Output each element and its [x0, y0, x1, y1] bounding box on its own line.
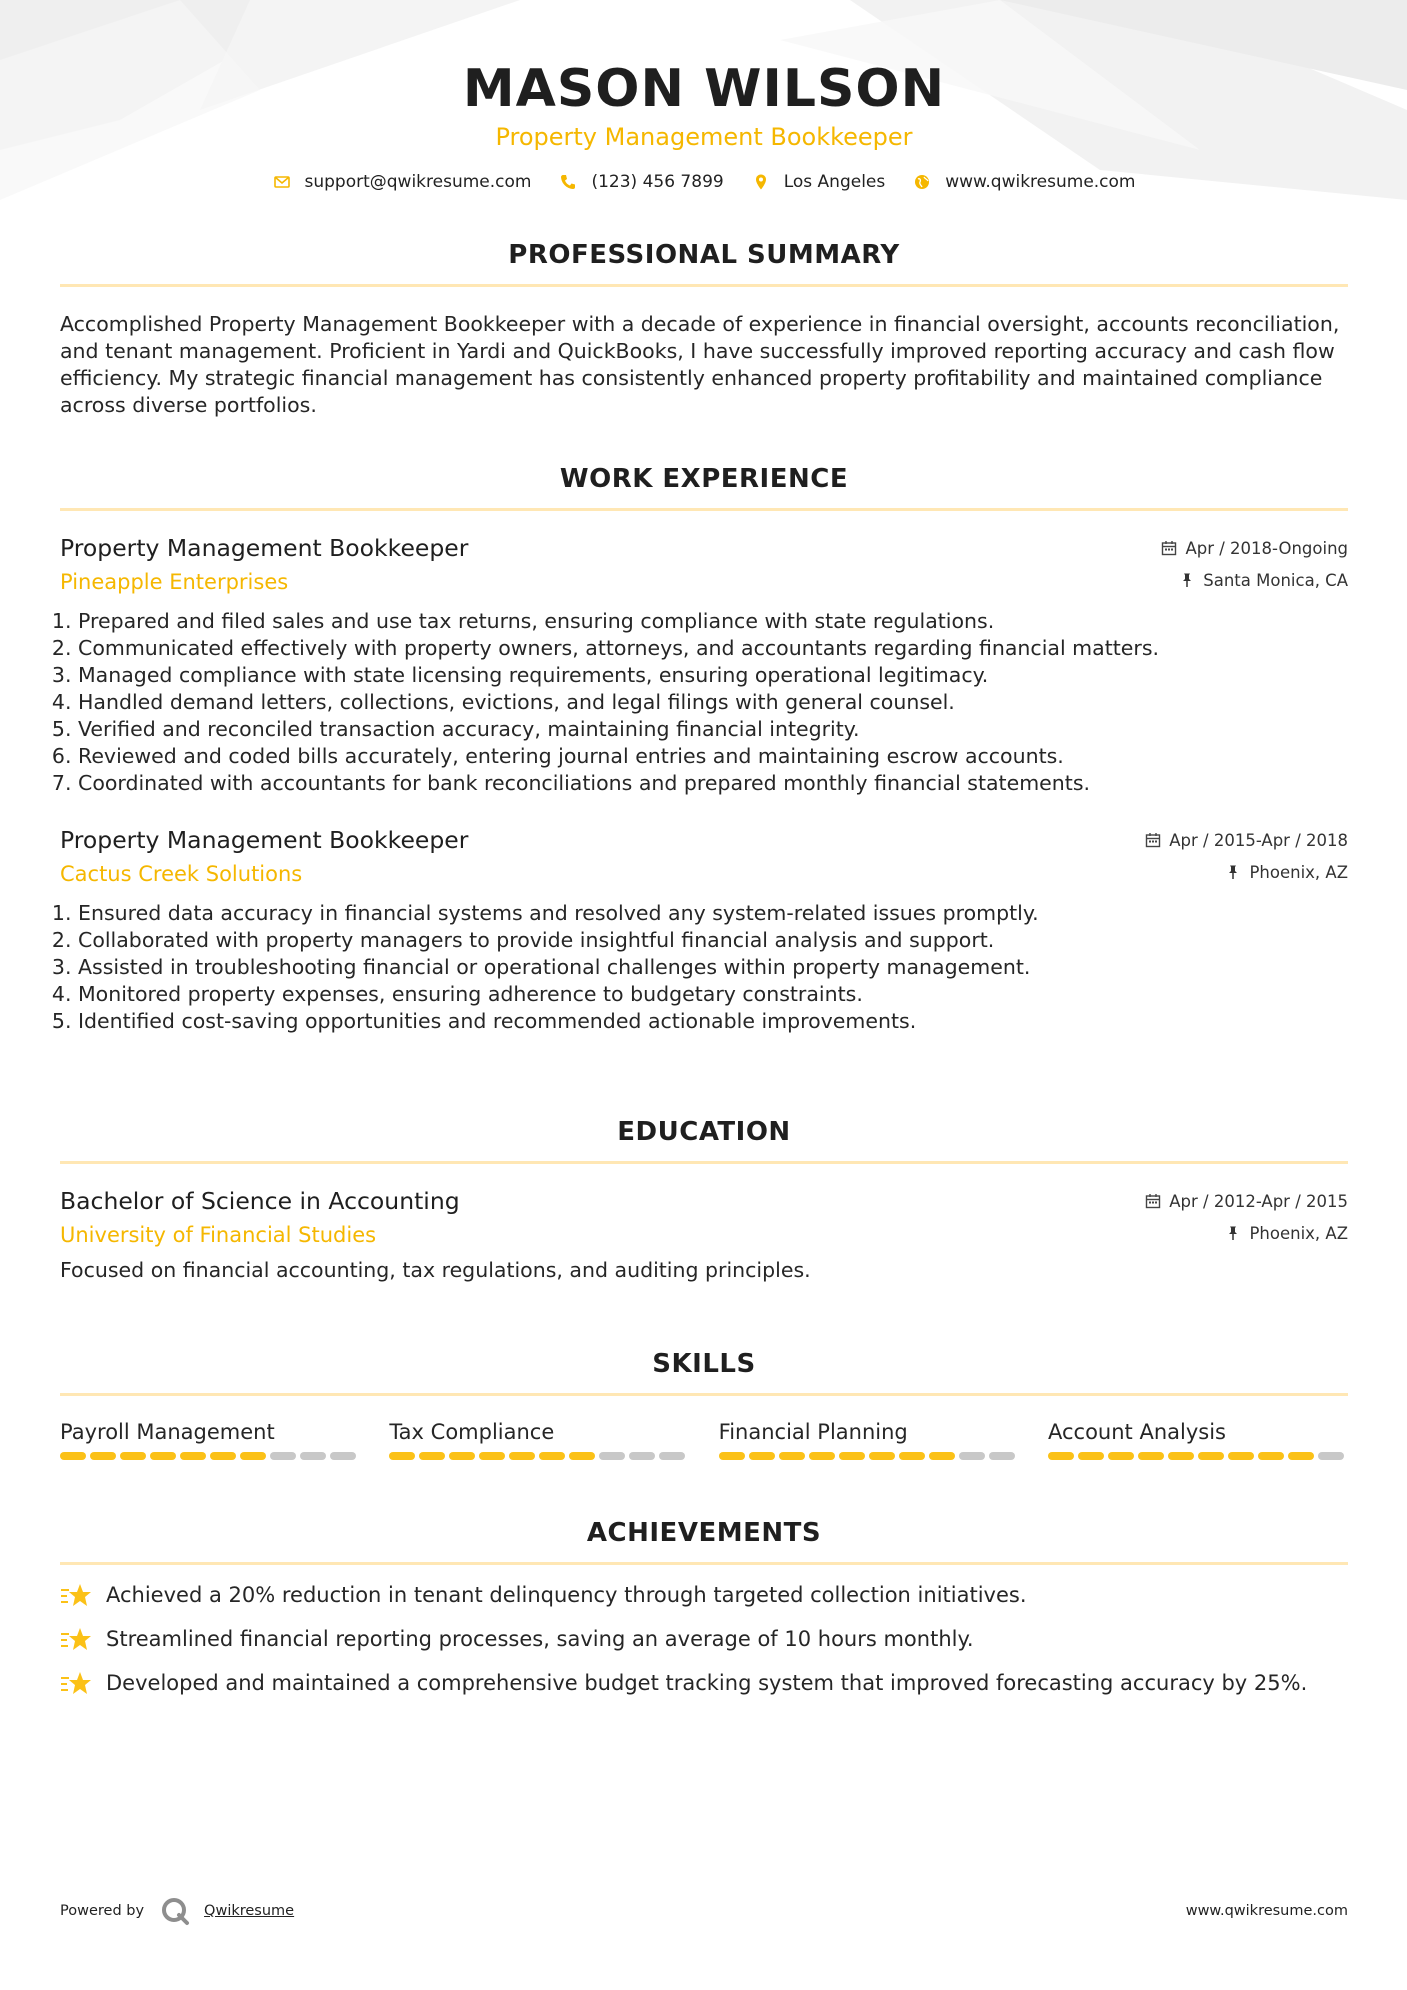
list-item: 7. Coordinated with accountants for bank reconciliations and prepared monthly financial statements.	[78, 770, 1348, 797]
candidate-role: Property Management Bookkeeper	[495, 123, 913, 151]
list-item: 3. Managed compliance with state licensing requirements, ensuring operational legitimacy.	[78, 662, 1348, 689]
resume-header	[60, 0, 1348, 192]
skill-dot-empty	[959, 1452, 985, 1460]
calendar-icon	[1145, 832, 1161, 848]
calendar-icon	[1145, 1193, 1161, 1209]
list-item: 3. Assisted in troubleshooting financial or operational challenges within property management.	[78, 954, 1348, 981]
contact-phone[interactable]	[559, 172, 723, 192]
skill-dot-empty	[989, 1452, 1015, 1460]
skill-dot-filled	[839, 1452, 865, 1460]
skill-dot-filled	[869, 1452, 895, 1460]
skill-item	[719, 1418, 1019, 1460]
section-divider	[60, 508, 1348, 511]
skill-dot-filled	[419, 1452, 445, 1460]
skill-name: Account Analysis	[1047, 1420, 1226, 1444]
skill-dot-filled	[210, 1452, 236, 1460]
star-icon	[60, 1625, 92, 1653]
skills-heading: SKILLS	[652, 1349, 756, 1379]
skill-dot-filled	[809, 1452, 835, 1460]
summary-text: Accomplished Property Management Bookkeeper with a decade of experience in financial oversight, accounts reconciliation, and tenant management. Proficient in Yardi and QuickBooks, I have successfully improved reporting accuracy and cash flow efficiency. My strategic financial management has consistently enhanced property profitability and maintained compliance across diverse portfolios.	[60, 312, 1340, 417]
map-pin-icon	[752, 173, 770, 191]
experience-heading: WORK EXPERIENCE	[559, 464, 849, 494]
section-divider	[60, 1562, 1348, 1565]
pushpin-icon	[1225, 864, 1241, 880]
achievement-text: Streamlined financial reporting processes, saving an average of 10 hours monthly.	[106, 1627, 974, 1651]
skill-dot-filled	[1078, 1452, 1104, 1460]
list-item: 4. Monitored property expenses, ensuring adherence to budgetary constraints.	[78, 981, 1348, 1008]
degree-title: Bachelor of Science in Accounting	[60, 1187, 460, 1215]
envelope-icon	[273, 173, 291, 191]
contact-phone-text: (123) 456 7899	[591, 172, 724, 192]
section-divider	[60, 1161, 1348, 1164]
list-item: 2. Communicated effectively with property owners, attorneys, and accountants regarding financial matters.	[78, 635, 1348, 662]
skill-dot-filled	[479, 1452, 505, 1460]
skill-dot-filled	[1048, 1452, 1074, 1460]
skill-name: Tax Compliance	[389, 1420, 555, 1444]
education-heading: EDUCATION	[617, 1117, 791, 1147]
job-company: Cactus Creek Solutions	[60, 862, 303, 886]
resume-page	[60, 0, 1348, 1695]
achievement-text: Achieved a 20% reduction in tenant delinquency through targeted collection initiatives.	[106, 1583, 1027, 1607]
job-entry	[60, 533, 1348, 797]
job-dates: Apr / 2015-Apr / 2018	[1169, 830, 1348, 850]
skill-name: Payroll Management	[60, 1420, 275, 1444]
phone-icon	[559, 173, 577, 191]
contact-website-text: www.qwikresume.com	[945, 172, 1136, 192]
summary-heading: PROFESSIONAL SUMMARY	[508, 240, 900, 270]
skill-dot-filled	[1168, 1452, 1194, 1460]
school-name: University of Financial Studies	[60, 1223, 377, 1247]
job-location: Santa Monica, CA	[1203, 570, 1348, 590]
skill-dot-empty	[300, 1452, 326, 1460]
skill-dot-filled	[389, 1452, 415, 1460]
list-item: 1. Prepared and filed sales and use tax returns, ensuring compliance with state regulations.	[78, 608, 1348, 635]
skill-dot-filled	[1288, 1452, 1314, 1460]
skill-dot-filled	[779, 1452, 805, 1460]
skill-dot-empty	[1318, 1452, 1344, 1460]
skill-dot-filled	[929, 1452, 955, 1460]
skill-dot-filled	[569, 1452, 595, 1460]
job-title: Property Management Bookkeeper	[60, 534, 469, 562]
skill-dot-filled	[719, 1452, 745, 1460]
contact-email-text: support@qwikresume.com	[304, 172, 532, 192]
duty-list	[60, 608, 1348, 797]
contact-location	[752, 172, 886, 192]
job-dates: Apr / 2018-Ongoing	[1185, 538, 1348, 558]
list-item: 1. Ensured data accuracy in financial systems and resolved any system-related issues promptly.	[78, 900, 1348, 927]
star-icon	[60, 1669, 92, 1697]
skill-dot-empty	[629, 1452, 655, 1460]
brand-link[interactable]: Qwikresume	[204, 1903, 295, 1919]
skill-item	[389, 1418, 689, 1460]
skill-dot-filled	[1258, 1452, 1284, 1460]
job-entry	[60, 825, 1348, 1035]
skill-dot-filled	[60, 1452, 86, 1460]
skill-dot-filled	[1228, 1452, 1254, 1460]
skill-dot-empty	[270, 1452, 296, 1460]
skill-dot-empty	[330, 1452, 356, 1460]
skill-dot-filled	[449, 1452, 475, 1460]
contact-email[interactable]	[273, 172, 532, 192]
candidate-name: MASON WILSON	[462, 59, 946, 119]
job-location: Phoenix, AZ	[1249, 862, 1348, 882]
globe-icon	[913, 173, 931, 191]
achievements-section	[60, 1518, 1348, 1697]
education-description: Focused on financial accounting, tax regulations, and auditing principles.	[60, 1258, 811, 1282]
skill-item	[60, 1418, 360, 1460]
skill-dot-filled	[899, 1452, 925, 1460]
skill-dot-filled	[180, 1452, 206, 1460]
qwikresume-logo-icon	[160, 1896, 190, 1926]
skill-dot-filled	[120, 1452, 146, 1460]
list-item: 5. Verified and reconciled transaction accuracy, maintaining financial integrity.	[78, 716, 1348, 743]
experience-section	[60, 464, 1348, 1035]
pushpin-icon	[1225, 1225, 1241, 1241]
section-divider	[60, 284, 1348, 287]
job-title: Property Management Bookkeeper	[60, 826, 469, 854]
star-icon	[60, 1581, 92, 1609]
achievement-item	[60, 1581, 1348, 1609]
skill-level-bar	[389, 1452, 689, 1460]
skill-name: Financial Planning	[718, 1420, 908, 1444]
skill-dot-filled	[150, 1452, 176, 1460]
achievement-item	[60, 1625, 1348, 1653]
powered-by-label: Powered by	[60, 1903, 145, 1919]
skill-dot-filled	[509, 1452, 535, 1460]
calendar-icon	[1161, 540, 1177, 556]
skill-dot-filled	[240, 1452, 266, 1460]
education-location: Phoenix, AZ	[1249, 1223, 1348, 1243]
contact-location-text: Los Angeles	[783, 172, 886, 192]
achievements-heading: ACHIEVEMENTS	[586, 1518, 822, 1548]
skill-dot-empty	[599, 1452, 625, 1460]
achievement-text: Developed and maintained a comprehensive budget tracking system that improved forecasting accuracy by 25%.	[106, 1671, 1308, 1695]
skill-dot-empty	[659, 1452, 685, 1460]
skill-dot-filled	[539, 1452, 565, 1460]
section-divider	[60, 1393, 1348, 1396]
list-item: 2. Collaborated with property managers to provide insightful financial analysis and support.	[78, 927, 1348, 954]
achievement-item	[60, 1669, 1348, 1697]
skills-row	[60, 1418, 1348, 1460]
education-dates: Apr / 2012-Apr / 2015	[1169, 1191, 1348, 1211]
skill-dot-filled	[90, 1452, 116, 1460]
skill-dot-filled	[749, 1452, 775, 1460]
footer-website-link[interactable]: www.qwikresume.com	[1185, 1903, 1348, 1919]
pushpin-icon	[1179, 572, 1195, 588]
skill-level-bar	[60, 1452, 360, 1460]
education-section	[60, 1117, 1348, 1284]
page-footer	[60, 1896, 1348, 1926]
list-item: 5. Identified cost-saving opportunities and recommended actionable improvements.	[78, 1008, 1348, 1035]
skills-section	[60, 1349, 1348, 1460]
list-item: 6. Reviewed and coded bills accurately, entering journal entries and maintaining escrow accounts.	[78, 743, 1348, 770]
contact-website[interactable]	[913, 172, 1135, 192]
skill-level-bar	[1048, 1452, 1348, 1460]
contact-bar	[60, 172, 1348, 192]
summary-section	[60, 240, 1348, 419]
skill-dot-filled	[1198, 1452, 1224, 1460]
skill-item	[1048, 1418, 1348, 1460]
job-company: Pineapple Enterprises	[60, 570, 289, 594]
skill-dot-filled	[1138, 1452, 1164, 1460]
list-item: 4. Handled demand letters, collections, evictions, and legal filings with general counsel.	[78, 689, 1348, 716]
duty-list	[60, 900, 1348, 1035]
skill-dot-filled	[1108, 1452, 1134, 1460]
skill-level-bar	[719, 1452, 1019, 1460]
